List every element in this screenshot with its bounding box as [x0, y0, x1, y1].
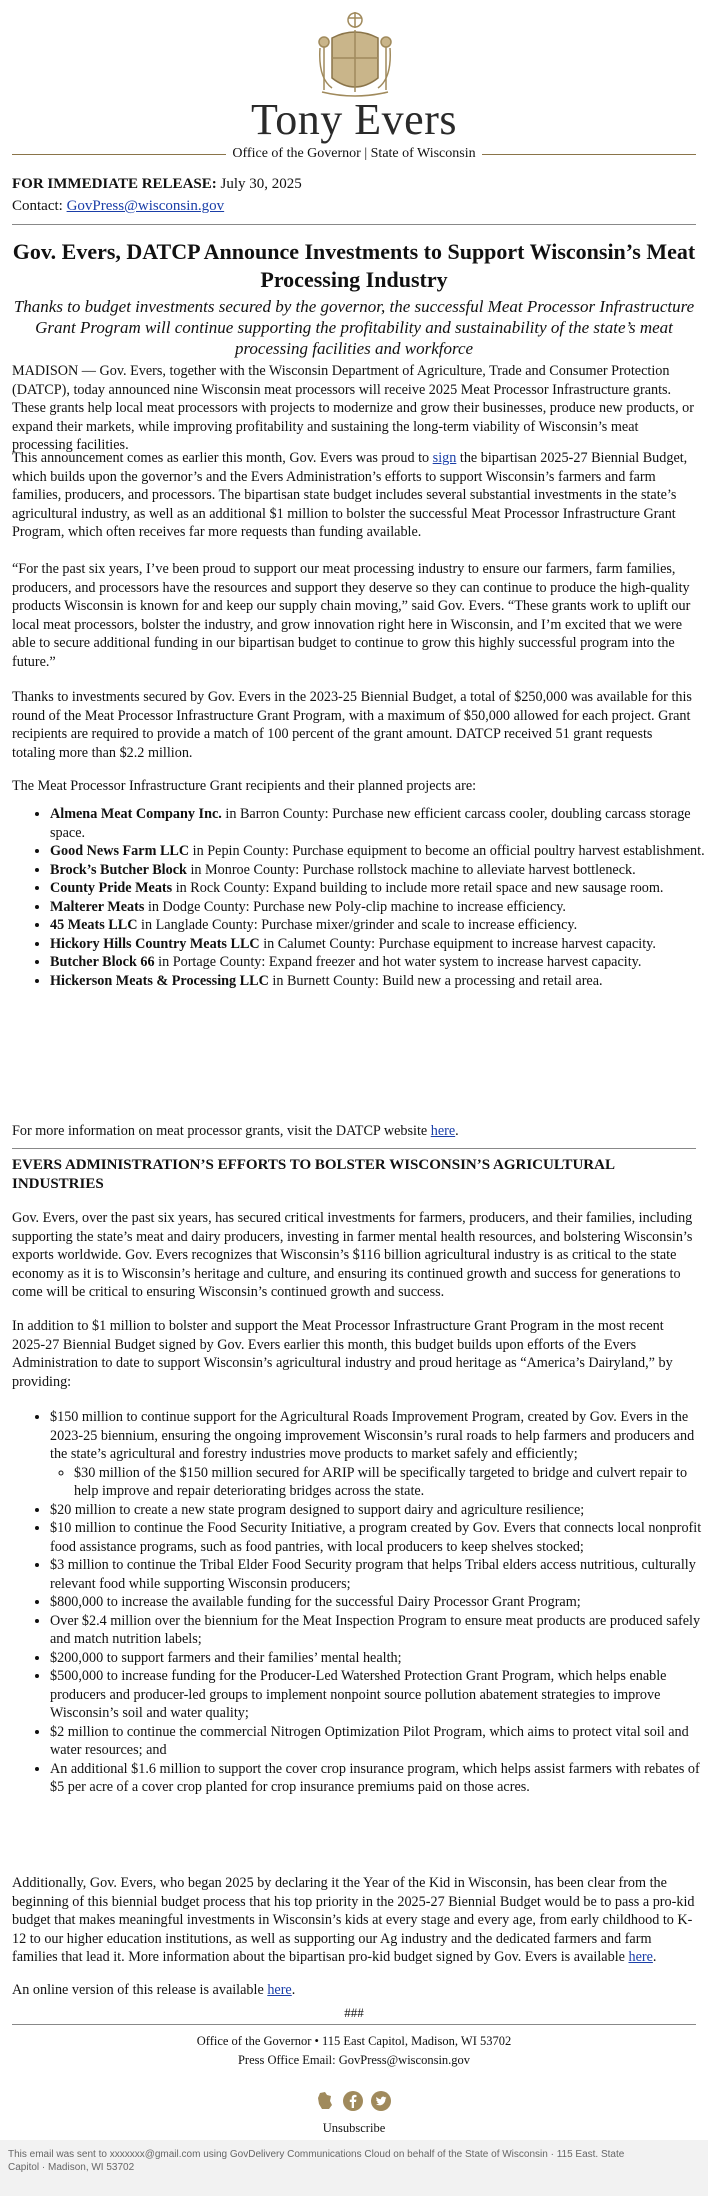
footer-press-email: Press Office Email: GovPress@wisconsin.gov [237, 2053, 471, 2067]
unsubscribe-row [0, 2119, 708, 2137]
paragraph-2-text-a: This announcement comes as earlier this month, Gov. Evers was proud to [12, 450, 433, 466]
footer-disclaimer: This email was sent to xxxxxxx@gmail.com using GovDelivery Communications Cloud on behalf of the State of Wisconsin · 115 East. State Capitol · Madison, WI 53702 [8, 2149, 625, 2173]
pro-kid-budget-link[interactable]: here [628, 1949, 653, 1965]
social-links [314, 2090, 394, 2114]
recipient-name: Hickerson Meats & Processing LLC [50, 972, 269, 989]
paragraph-2 [12, 449, 696, 542]
release-line [12, 174, 302, 194]
list-item: • $800,000 to increase the available funding for the successful Dairy Processor Grant Program; [50, 1593, 708, 1612]
recipient-desc: in Monroe County: Purchase rollstock machine to alleviate harvest bottleneck. [186, 861, 636, 878]
recipient-name: County Pride Meats [50, 880, 173, 896]
recipient-desc: in Langlade County: Purchase mixer/grinder and scale to increase efficiency. [137, 917, 578, 933]
list-item: • Over $2.4 million over the biennium for the Meat Inspection Program to ensure meat products are produced safely and match nutrition labels; [50, 1612, 708, 1649]
contact-label: Contact: [12, 198, 63, 214]
list-item [50, 898, 708, 917]
list-item [50, 1408, 708, 1501]
office-label: Office of the Governor [232, 146, 361, 161]
recipient-desc: in Rock County: Expand building to include more retail space and new sausage room. [172, 880, 664, 896]
recipients-list [12, 805, 708, 990]
paragraph-10-text: An online version of this release is available [12, 1982, 268, 1998]
footer-address: Office of the Governor • 115 East Capitol, Madison, WI 53702 [196, 2034, 512, 2048]
recipient-name: Almena Meat Company Inc. [50, 806, 222, 822]
investments-list [12, 1408, 708, 1797]
paragraph-6-text: For more information on meat processor grants, visit the DATCP website [12, 1123, 431, 1139]
recipient-name: Malterer Meats [50, 898, 145, 915]
wisconsin-seal-logo [314, 8, 396, 98]
recipient-name: 45 Meats LLC [50, 917, 138, 933]
list-item: • $20 million to create a new state program designed to support dairy and agriculture resilience; [50, 1501, 708, 1520]
recipient-desc: in Calumet County: Purchase equipment to increase harvest capacity. [259, 935, 656, 952]
section-heading: EVERS ADMINISTRATION’S EFFORTS TO BOLSTER WISCONSIN’S AGRICULTURAL INDUSTRIES [12, 1157, 615, 1192]
recipient-desc: in Barron County: Purchase new efficient carcass cooler, doubling carcass storage space. [50, 806, 691, 841]
paragraph-9-end: . [652, 1949, 657, 1965]
article-subtitle: Thanks to budget investments secured by the governor, the successful Meat Processor Infrastructure Grant Program will continue supporting the profitability and sustainability of the state’s meat processing facilities and workforce [13, 297, 695, 358]
list-item [50, 879, 708, 898]
divider [12, 224, 696, 225]
list-item: • $2 million to continue the commercial Nitrogen Optimization Pilot Program, which aims to protect vital soil and water resources; and [50, 1723, 708, 1760]
brand-subtitle [0, 145, 708, 163]
list-item [50, 805, 708, 842]
investment-text: $150 million to continue support for the Agricultural Roads Improvement Program, created by Gov. Evers in the 2023-25 biennium, ensuring the ongoing improvement Wisconsin’s rural roads to help farmers and producers and the state’s agricultural and forestry industries move products to market safely and efficiently; [50, 1409, 695, 1462]
sub-list [50, 1464, 708, 1501]
paragraph-10 [12, 1981, 696, 2000]
paragraph-8: In addition to $1 million to bolster and support the Meat Processor Infrastructure Grant Program in the most recent 2025-27 Biennial Budget signed by Gov. Evers earlier this month, this budget builds upon efforts of the Evers Administration to date to support Wisconsin’s agricultural industry and proud heritage as “America’s Dairyland,” by providing: [12, 1318, 673, 1390]
list-item [50, 953, 708, 972]
article-title: Gov. Evers, DATCP Announce Investments to Support Wisconsin’s Meat Processing Industry [12, 239, 696, 292]
list-item: • $3 million to continue the Tribal Elder Food Security program that helps Tribal elders access nutritious, culturally relevant food while supporting Wisconsin producers; [50, 1556, 708, 1593]
recipient-desc: in Burnett County: Build new a processing and retail area. [268, 972, 603, 989]
paragraph-9 [12, 1874, 696, 1967]
paragraph-4: Thanks to investments secured by Gov. Evers in the 2023-25 Biennial Budget, a total of $250,000 was available for this round of the Meat Processor Infrastructure Grant Program, with a maximum of $50,000 allowed for each project. Grant recipients are required to provide a match of 100 percent of the grant amount. DATCP received 51 grant requests totaling more than $2.2 million. [12, 689, 692, 761]
contact-email-link[interactable]: GovPress@wisconsin.gov [66, 198, 225, 214]
list-item: • $200,000 to support farmers and their families’ mental health; [50, 1649, 708, 1668]
paragraph-1: MADISON — Gov. Evers, together with the Wisconsin Department of Agriculture, Trade and Consumer Protection (DATCP), today announced nine Wisconsin meat processors will receive 2025 Meat Processor Infrastructure grants. These grants help local meat processors with projects to modernize and grow their businesses, produce new products, or expand their markets, while improving profitability and sustaining the long-term viability of Wisconsin’s meat processing facilities. [12, 363, 694, 453]
recipient-name: Butcher Block 66 [50, 954, 155, 970]
footer-divider [12, 2024, 696, 2025]
recipient-name: Brock’s Butcher Block [50, 861, 187, 878]
paragraph-9-text: Additionally, Gov. Evers, who began 2025 by declaring it the Year of the Kid in Wisconsin, has been clear from the beginning of this biennial budget process that his top priority in the 2025-27 Biennial Budget would be to pass a pro-kid budget that makes meaningful investments in Wisconsin’s kids at every stage and every age, from early childhood to K-12 to our higher education institutions, as well as supporting our Ag industry and the dedicated farmers and farm families that lead it. More information about the bipartisan pro-kid budget signed by Gov. Evers is available [12, 1875, 695, 1965]
list-item [50, 861, 708, 880]
paragraph-6-end: . [455, 1123, 459, 1139]
paragraph-3-quote: “For the past six years, I’ve been proud to support our meat processing industry to ensure our farmers, farm families, producers, and processors have the resources and support they deserve so they can continue to produce the high-quality products Wisconsin is known for and keep our supply chain moving,” said Gov. Evers. “These grants work to uplift our local meat processors, bolster the industry, and grow innovation right here in Wisconsin, and I’m excited that we were able to secure additional funding in our bipartisan budget to continue to grow this highly successful program into the future.” [12, 561, 691, 670]
paragraph-6 [12, 1122, 696, 1141]
paragraph-7: Gov. Evers, over the past six years, has secured critical investments for farmers, producers, and their families, including supporting the state’s meat and dairy producers, investing in farmer mental health resources, and bolstering Wisconsin’s exports worldwide. Gov. Evers recognizes that Wisconsin’s $116 billion agricultural industry is as critical to the state economy as it is to Wisconsin’s heritage and culture, and ensuring its continued growth and success for generations to come will be critical to ensuring Wisconsin’s continued growth and success. [12, 1210, 693, 1300]
paragraph-10-end: . [291, 1982, 296, 1998]
state-label: State of Wisconsin [370, 146, 476, 161]
recipient-name: Hickory Hills Country Meats LLC [50, 935, 260, 952]
release-date: July 30, 2025 [220, 176, 302, 192]
unsubscribe-link[interactable]: Unsubscribe [322, 2121, 386, 2135]
wisconsin-map-icon[interactable] [314, 2090, 336, 2112]
recipient-desc: in Dodge County: Purchase new Poly-clip machine to increase efficiency. [144, 898, 566, 915]
list-item: • $10 million to continue the Food Security Initiative, a program created by Gov. Evers that connects local nonprofit food assistance programs, such as food pantries, with local producers to keep shelves stocked; [50, 1519, 708, 1556]
end-mark: ### [344, 2005, 364, 2020]
twitter-icon[interactable] [370, 2090, 392, 2112]
online-version-link[interactable]: here [267, 1982, 292, 1998]
sign-link[interactable]: sign [432, 450, 457, 466]
datcp-website-link[interactable]: here [430, 1123, 456, 1139]
contact-line [12, 196, 224, 216]
list-item: • An additional $1.6 million to support the cover crop insurance program, which helps assist farmers with rebates of $5 per acre of a cover crop planted for crop insurance premiums paid on those acres. [50, 1760, 708, 1797]
sub-list-item: ◦ $30 million of the $150 million secured for ARIP will be specifically targeted to bridge and culvert repair to help improve and repair deteriorating bridges across the state. [74, 1464, 708, 1501]
brand-subtitle-row [0, 145, 708, 165]
paragraph-5: The Meat Processor Infrastructure Grant recipients and their planned projects are: [12, 778, 477, 794]
recipient-desc: in Portage County: Expand freezer and hot water system to increase harvest capacity. [154, 954, 642, 970]
list-item [50, 916, 708, 935]
recipient-name: Good News Farm LLC [50, 843, 190, 859]
recipient-desc: in Pepin County: Purchase equipment to become an official poultry harvest establishment. [189, 843, 705, 859]
section-divider [12, 1148, 696, 1149]
list-item [50, 935, 708, 954]
list-item [50, 842, 708, 861]
list-item [50, 972, 708, 991]
list-item: • $500,000 to increase funding for the Producer-Led Watershed Protection Grant Program, which helps enable producers and producer-led groups to implement nonpoint source pollution abatement strategies to improve Wisconsin’s soil and water quality; [50, 1667, 708, 1723]
release-label: FOR IMMEDIATE RELEASE: [12, 176, 217, 192]
facebook-icon[interactable] [342, 2090, 364, 2112]
brand-title: Tony Evers [251, 95, 457, 144]
paragraph-2-text-b: the bipartisan 2025-27 Biennial Budget, which builds upon the governor’s and the Evers Administration’s efforts to support Wisconsin’s farmers and farm families, producers, and processors. The bipartisan state budget includes several substantial investments in the state’s agricultural industry, as well as an additional $1 million to bolster the successful Meat Processor Infrastructure Grant Program, which often receives far more requests than funding available. [12, 450, 688, 540]
separator: | [364, 146, 368, 161]
